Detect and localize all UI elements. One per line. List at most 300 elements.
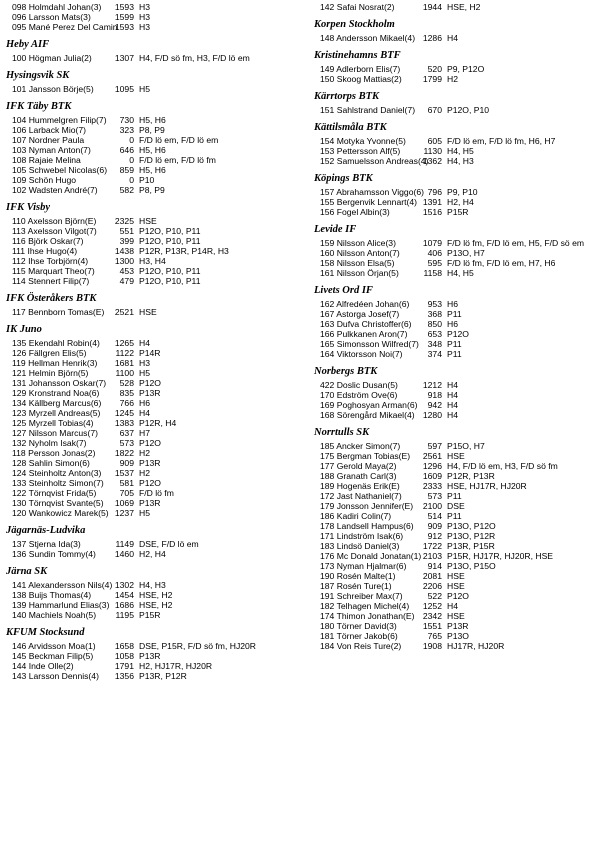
player-name: 100 Högman Julia(2) bbox=[12, 53, 92, 63]
player-row bbox=[314, 551, 614, 561]
player-row bbox=[314, 33, 614, 43]
player-name: 165 Simonsson Wilfred(7) bbox=[320, 339, 419, 349]
player-name: 148 Andersson Mikael(4) bbox=[320, 33, 416, 43]
player-points: 1212 bbox=[422, 380, 442, 390]
player-classes: P13O, H7 bbox=[447, 248, 485, 258]
player-classes: F/D lö fm bbox=[139, 488, 174, 498]
player-name: 137 Stjerna Ida(3) bbox=[12, 539, 81, 549]
player-points: 859 bbox=[119, 165, 134, 175]
player-name: 171 Lindström Isak(6) bbox=[320, 531, 404, 541]
player-name: 118 Persson Jonas(2) bbox=[12, 448, 96, 458]
player-classes: P11 bbox=[447, 309, 462, 319]
player-points: 914 bbox=[427, 561, 442, 571]
player-name: 144 Inde Olle(2) bbox=[12, 661, 74, 671]
player-name: 141 Alexandersson Nils(4) bbox=[12, 580, 113, 590]
player-name: 103 Nyman Anton(7) bbox=[12, 145, 91, 155]
player-points: 0 bbox=[129, 175, 134, 185]
player-points: 1149 bbox=[115, 539, 134, 549]
player-name: 138 Buijs Thomas(4) bbox=[12, 590, 92, 600]
player-row bbox=[6, 236, 306, 246]
player-classes: P12O bbox=[139, 438, 161, 448]
player-classes: P10 bbox=[139, 175, 155, 185]
player-classes: H7 bbox=[139, 428, 150, 438]
player-points: 2342 bbox=[422, 611, 442, 621]
player-classes: P12O bbox=[447, 329, 469, 339]
player-points: 835 bbox=[119, 388, 134, 398]
player-classes: H4, F/D lö em, H3, F/D sö fm bbox=[447, 461, 558, 471]
player-classes: HSE, H2 bbox=[139, 600, 173, 610]
player-name: 125 Myrzell Tobias(4) bbox=[12, 418, 94, 428]
player-points: 348 bbox=[427, 339, 442, 349]
player-classes: H3 bbox=[139, 2, 150, 12]
player-classes: F/D lö fm, F/D lö em, H5, F/D sö em bbox=[447, 238, 585, 248]
player-row bbox=[314, 319, 614, 329]
player-classes: P13R, P12R bbox=[139, 671, 187, 681]
player-row bbox=[6, 256, 306, 266]
player-row bbox=[314, 491, 614, 501]
player-classes: P13O, P12R bbox=[447, 531, 496, 541]
player-points: 514 bbox=[427, 511, 442, 521]
player-classes: H5, H6 bbox=[139, 115, 166, 125]
player-row bbox=[6, 145, 306, 155]
player-row bbox=[314, 441, 614, 451]
player-name: 109 Schön Hugo bbox=[12, 175, 77, 185]
player-name: 119 Hellman Henrik(3) bbox=[12, 358, 98, 368]
player-name: 166 Pulkkanen Aron(7) bbox=[320, 329, 408, 339]
player-row bbox=[6, 671, 306, 681]
player-name: 150 Skoog Mattias(2) bbox=[320, 74, 402, 84]
player-classes: HSE bbox=[139, 216, 157, 226]
player-name: 139 Hammarlund Elias(3) bbox=[12, 600, 110, 610]
player-classes: H2 bbox=[447, 74, 458, 84]
player-name: 163 Dufva Christoffer(6) bbox=[320, 319, 412, 329]
player-row bbox=[314, 258, 614, 268]
player-classes: P12O bbox=[447, 591, 469, 601]
player-classes: HSE bbox=[139, 307, 157, 317]
player-points: 1300 bbox=[114, 256, 134, 266]
player-classes: P12O bbox=[139, 378, 161, 388]
player-classes: P15R bbox=[139, 610, 161, 620]
player-name: 113 Axelsson Vilgot(7) bbox=[12, 226, 97, 236]
player-points: 2325 bbox=[114, 216, 134, 226]
player-name: 186 Kadiri Colin(7) bbox=[320, 511, 392, 521]
player-name: 170 Edström Ove(6) bbox=[320, 390, 398, 400]
player-points: 705 bbox=[119, 488, 134, 498]
player-row bbox=[6, 216, 306, 226]
player-classes: P12R, P13R bbox=[447, 471, 495, 481]
player-name: 159 Nilsson Alice(3) bbox=[320, 238, 396, 248]
player-name: 191 Schreiber Max(7) bbox=[320, 591, 403, 601]
player-row bbox=[6, 590, 306, 600]
player-row bbox=[6, 358, 306, 368]
club-heading: Levide IF bbox=[314, 224, 357, 235]
player-name: 136 Sundin Tommy(4) bbox=[12, 549, 96, 559]
player-row bbox=[314, 105, 614, 115]
player-name: 110 Axelsson Björn(E) bbox=[12, 216, 97, 226]
player-name: 180 Törner David(3) bbox=[320, 621, 397, 631]
player-classes: H2, HJ17R, HJ20R bbox=[139, 661, 213, 671]
player-row bbox=[314, 471, 614, 481]
player-classes: P12O, P10, P11 bbox=[139, 276, 201, 286]
player-row bbox=[314, 561, 614, 571]
player-row bbox=[6, 641, 306, 651]
player-name: 149 Adlerborn Elis(7) bbox=[320, 64, 401, 74]
player-classes: H4, H3 bbox=[139, 580, 166, 590]
player-classes: H3 bbox=[139, 22, 150, 32]
player-row bbox=[6, 53, 306, 63]
player-name: 108 Rajaie Melina bbox=[12, 155, 81, 165]
player-name: 168 Sörengård Mikael(4) bbox=[320, 410, 415, 420]
player-points: 597 bbox=[427, 441, 442, 451]
player-points: 953 bbox=[427, 299, 442, 309]
player-row bbox=[314, 531, 614, 541]
player-classes: HSE bbox=[447, 451, 465, 461]
player-points: 1245 bbox=[114, 408, 134, 418]
player-points: 766 bbox=[119, 398, 134, 408]
player-row bbox=[6, 266, 306, 276]
player-points: 399 bbox=[119, 236, 134, 246]
player-points: 0 bbox=[129, 155, 134, 165]
player-classes: P13R bbox=[139, 458, 161, 468]
player-classes: H5, H6 bbox=[139, 145, 166, 155]
player-points: 1100 bbox=[115, 368, 134, 378]
player-points: 1195 bbox=[115, 610, 134, 620]
player-points: 1122 bbox=[115, 348, 134, 358]
player-points: 1252 bbox=[422, 601, 442, 611]
player-row bbox=[6, 185, 306, 195]
player-classes: H6 bbox=[447, 319, 458, 329]
player-name: 176 Mc Donald Jonatan(1) bbox=[320, 551, 422, 561]
player-classes: P12R, P13R, P14R, H3 bbox=[139, 246, 229, 256]
player-points: 1286 bbox=[422, 33, 442, 43]
club-heading: Kättilsmåla BTK bbox=[314, 122, 387, 133]
player-row bbox=[6, 226, 306, 236]
player-classes: P13O, P15O bbox=[447, 561, 496, 571]
player-points: 0 bbox=[129, 135, 134, 145]
player-name: 128 Sahlin Simon(6) bbox=[12, 458, 90, 468]
club-heading: Hysingsvik SK bbox=[6, 70, 70, 81]
player-row bbox=[6, 135, 306, 145]
player-name: 156 Fogel Albin(3) bbox=[320, 207, 390, 217]
player-points: 653 bbox=[427, 329, 442, 339]
player-points: 1307 bbox=[114, 53, 134, 63]
player-row bbox=[314, 329, 614, 339]
player-row bbox=[6, 418, 306, 428]
player-points: 573 bbox=[119, 438, 134, 448]
player-name: 178 Landsell Hampus(6) bbox=[320, 521, 414, 531]
player-row bbox=[6, 246, 306, 256]
player-classes: P13R bbox=[139, 651, 161, 661]
player-name: 169 Poghosyan Arman(6) bbox=[320, 400, 418, 410]
club-heading: Jägarnäs-Ludvika bbox=[6, 525, 86, 536]
player-name: 102 Wadsten André(7) bbox=[12, 185, 98, 195]
player-points: 1130 bbox=[423, 146, 442, 156]
player-row bbox=[6, 22, 306, 32]
player-points: 605 bbox=[427, 136, 442, 146]
player-points: 1383 bbox=[114, 418, 134, 428]
player-classes: P13R bbox=[447, 621, 469, 631]
player-name: 184 Von Reis Ture(2) bbox=[320, 641, 402, 651]
player-name: 135 Ekendahl Robin(4) bbox=[12, 338, 100, 348]
player-name: 096 Larsson Mats(3) bbox=[12, 12, 91, 22]
player-classes: H5 bbox=[139, 84, 150, 94]
player-row bbox=[314, 339, 614, 349]
player-row bbox=[6, 408, 306, 418]
player-points: 1681 bbox=[114, 358, 134, 368]
club-heading: IFK Täby BTK bbox=[6, 101, 72, 112]
player-name: 145 Beckman Filip(5) bbox=[12, 651, 94, 661]
player-points: 1593 bbox=[114, 2, 134, 12]
player-name: 115 Marquart Theo(7) bbox=[12, 266, 95, 276]
player-row bbox=[6, 651, 306, 661]
player-name: 179 Jonsson Jennifer(E) bbox=[320, 501, 414, 511]
club-heading: Livets Ord IF bbox=[314, 285, 373, 296]
player-points: 1537 bbox=[114, 468, 134, 478]
player-classes: P8, P9 bbox=[139, 185, 165, 195]
player-classes: P14R bbox=[139, 348, 161, 358]
club-heading: KFUM Stocksund bbox=[6, 627, 85, 638]
player-row bbox=[314, 64, 614, 74]
player-row bbox=[314, 511, 614, 521]
player-points: 453 bbox=[119, 266, 134, 276]
player-name: 175 Bergman Tobias(E) bbox=[320, 451, 411, 461]
player-points: 909 bbox=[427, 521, 442, 531]
player-name: 126 Fällgren Elis(5) bbox=[12, 348, 87, 358]
player-row bbox=[314, 481, 614, 491]
player-classes: DSE bbox=[447, 501, 465, 511]
player-points: 918 bbox=[427, 390, 442, 400]
player-classes: H4, H3 bbox=[447, 156, 474, 166]
player-classes: H4, H5 bbox=[447, 146, 474, 156]
player-row bbox=[314, 74, 614, 84]
player-row bbox=[314, 591, 614, 601]
player-points: 796 bbox=[427, 187, 442, 197]
player-row bbox=[314, 501, 614, 511]
player-points: 1686 bbox=[114, 600, 134, 610]
player-classes: P12O, P10 bbox=[447, 105, 490, 115]
player-row bbox=[314, 621, 614, 631]
player-classes: DSE, F/D lö em bbox=[139, 539, 199, 549]
player-name: 120 Wankowicz Marek(5) bbox=[12, 508, 109, 518]
player-row bbox=[6, 84, 306, 94]
player-row bbox=[314, 299, 614, 309]
player-row bbox=[314, 461, 614, 471]
player-classes: H2, H4 bbox=[139, 549, 166, 559]
player-row bbox=[6, 468, 306, 478]
player-row bbox=[6, 125, 306, 135]
player-points: 1362 bbox=[422, 156, 442, 166]
player-row bbox=[6, 610, 306, 620]
player-points: 551 bbox=[119, 226, 134, 236]
player-row bbox=[6, 307, 306, 317]
player-classes: H3, H4 bbox=[139, 256, 166, 266]
column-left bbox=[6, 2, 306, 681]
player-row bbox=[314, 136, 614, 146]
player-points: 1237 bbox=[114, 508, 134, 518]
player-points: 1069 bbox=[114, 498, 134, 508]
player-name: 153 Pettersson Alf(5) bbox=[320, 146, 401, 156]
player-classes: P13O, P12O bbox=[447, 521, 496, 531]
player-points: 2081 bbox=[422, 571, 442, 581]
player-name: 121 Helmin Björn(5) bbox=[12, 368, 89, 378]
player-points: 1058 bbox=[114, 651, 134, 661]
player-classes: P15O, H7 bbox=[447, 441, 485, 451]
player-row bbox=[314, 309, 614, 319]
player-points: 2100 bbox=[422, 501, 442, 511]
player-row bbox=[6, 398, 306, 408]
player-points: 1722 bbox=[422, 541, 442, 551]
player-classes: H2 bbox=[139, 468, 150, 478]
player-name: 105 Schwebel Nicolas(6) bbox=[12, 165, 108, 175]
player-classes: H6 bbox=[139, 398, 150, 408]
player-row bbox=[314, 268, 614, 278]
player-classes: H3 bbox=[139, 358, 150, 368]
player-points: 2561 bbox=[422, 451, 442, 461]
club-heading: Norbergs BTK bbox=[314, 366, 378, 377]
player-classes: HSE bbox=[447, 571, 465, 581]
player-points: 1599 bbox=[114, 12, 134, 22]
player-classes: P12R, H4 bbox=[139, 418, 177, 428]
player-classes: P15R bbox=[447, 207, 469, 217]
player-classes: H4 bbox=[447, 33, 458, 43]
player-classes: F/D lö em, F/D lö em bbox=[139, 135, 219, 145]
player-name: 101 Jansson Börje(5) bbox=[12, 84, 94, 94]
player-row bbox=[6, 12, 306, 22]
player-name: 187 Rosén Ture(1) bbox=[320, 581, 392, 591]
player-name: 107 Nordner Paula bbox=[12, 135, 85, 145]
player-row bbox=[314, 390, 614, 400]
player-row bbox=[6, 661, 306, 671]
player-points: 765 bbox=[427, 631, 442, 641]
player-points: 406 bbox=[427, 248, 442, 258]
player-name: 132 Nyholm Isak(7) bbox=[12, 438, 87, 448]
player-points: 323 bbox=[119, 125, 134, 135]
player-row bbox=[314, 238, 614, 248]
club-heading: Köpings BTK bbox=[314, 173, 373, 184]
player-classes: H2 bbox=[139, 448, 150, 458]
player-points: 1944 bbox=[422, 2, 442, 12]
player-name: 117 Bennborn Tomas(E) bbox=[12, 307, 105, 317]
player-name: 112 Ihse Torbjörn(4) bbox=[12, 256, 89, 266]
player-points: 637 bbox=[119, 428, 134, 438]
player-name: 123 Myrzell Andreas(5) bbox=[12, 408, 101, 418]
player-classes: P12O, P10, P11 bbox=[139, 226, 201, 236]
player-name: 183 Lindsö Daniel(3) bbox=[320, 541, 400, 551]
player-name: 182 Telhagen Michel(4) bbox=[320, 601, 410, 611]
player-row bbox=[314, 451, 614, 461]
player-points: 1799 bbox=[422, 74, 442, 84]
player-classes: H4 bbox=[447, 380, 458, 390]
player-classes: HSE bbox=[447, 581, 465, 591]
player-points: 522 bbox=[427, 591, 442, 601]
player-classes: H4 bbox=[447, 410, 458, 420]
player-name: 134 Källberg Marcus(6) bbox=[12, 398, 102, 408]
player-classes: P11 bbox=[447, 491, 462, 501]
player-name: 152 Samuelsson Andreas(4) bbox=[320, 156, 429, 166]
player-name: 095 Mané Perez Del Camin bbox=[12, 22, 118, 32]
player-classes: P8, P9 bbox=[139, 125, 165, 135]
player-points: 2521 bbox=[114, 307, 134, 317]
player-points: 1356 bbox=[114, 671, 134, 681]
player-row bbox=[6, 448, 306, 458]
player-row bbox=[6, 508, 306, 518]
player-name: 174 Thimon Jonathan(E) bbox=[320, 611, 415, 621]
player-classes: H4, F/D sö fm, H3, F/D lö em bbox=[139, 53, 250, 63]
player-name: 189 Hogenäs Erik(E) bbox=[320, 481, 400, 491]
player-classes: H4, H5 bbox=[447, 268, 474, 278]
player-row bbox=[6, 600, 306, 610]
player-classes: P11 bbox=[447, 511, 462, 521]
player-classes: HSE, H2 bbox=[447, 2, 481, 12]
player-row bbox=[314, 541, 614, 551]
player-points: 1822 bbox=[114, 448, 134, 458]
player-row bbox=[6, 155, 306, 165]
player-classes: P13R, P15R bbox=[447, 541, 495, 551]
player-points: 912 bbox=[427, 531, 442, 541]
player-row bbox=[6, 458, 306, 468]
player-classes: HJ17R, HJ20R bbox=[447, 641, 505, 651]
player-name: 127 Nilsson Marcus(7) bbox=[12, 428, 98, 438]
player-points: 1593 bbox=[114, 22, 134, 32]
player-row bbox=[6, 539, 306, 549]
player-classes: H6 bbox=[447, 299, 458, 309]
player-name: 190 Rosén Malte(1) bbox=[320, 571, 396, 581]
club-heading: Kärrtorps BTK bbox=[314, 91, 380, 102]
player-name: 124 Steinholtz Anton(3) bbox=[12, 468, 102, 478]
player-name: 130 Törnqvist Svante(5) bbox=[12, 498, 104, 508]
player-points: 909 bbox=[119, 458, 134, 468]
player-points: 850 bbox=[427, 319, 442, 329]
player-name: 098 Holmdahl Johan(3) bbox=[12, 2, 102, 12]
player-classes: DSE, P15R, F/D sö fm, HJ20R bbox=[139, 641, 257, 651]
player-points: 2333 bbox=[422, 481, 442, 491]
player-row bbox=[6, 2, 306, 12]
player-points: 2206 bbox=[422, 581, 442, 591]
player-name: 155 Bergenvik Lennart(4) bbox=[320, 197, 417, 207]
player-name: 143 Larsson Dennis(4) bbox=[12, 671, 99, 681]
player-classes: F/D lö em, F/D lö fm, H6, H7 bbox=[447, 136, 556, 146]
player-name: 151 Sahlstrand Daniel(7) bbox=[320, 105, 416, 115]
player-classes: HSE, H2 bbox=[139, 590, 173, 600]
player-row bbox=[314, 146, 614, 156]
player-points: 520 bbox=[427, 64, 442, 74]
player-row bbox=[6, 348, 306, 358]
player-name: 181 Törner Jakob(6) bbox=[320, 631, 398, 641]
column-right bbox=[314, 2, 614, 651]
player-row bbox=[314, 2, 614, 12]
player-points: 1658 bbox=[114, 641, 134, 651]
player-name: 140 Machiels Noah(5) bbox=[12, 610, 97, 620]
player-name: 131 Johansson Oskar(7) bbox=[12, 378, 107, 388]
player-name: 158 Nilsson Elsa(5) bbox=[320, 258, 395, 268]
player-name: 162 Alfredéen Johan(6) bbox=[320, 299, 410, 309]
player-name: 142 Safai Nosrat(2) bbox=[320, 2, 395, 12]
player-classes: P11 bbox=[447, 349, 462, 359]
player-name: 114 Stennert Filip(7) bbox=[12, 276, 90, 286]
player-classes: H5, H6 bbox=[139, 165, 166, 175]
club-heading: Heby AIF bbox=[6, 39, 50, 50]
player-row bbox=[6, 438, 306, 448]
player-points: 1391 bbox=[422, 197, 442, 207]
player-points: 1079 bbox=[422, 238, 442, 248]
player-classes: H4 bbox=[447, 400, 458, 410]
player-row bbox=[314, 207, 614, 217]
player-points: 1460 bbox=[114, 549, 134, 559]
player-name: 154 Motyka Yvonne(5) bbox=[320, 136, 406, 146]
player-name: 146 Arvidsson Moa(1) bbox=[12, 641, 96, 651]
player-points: 646 bbox=[119, 145, 134, 155]
player-row bbox=[6, 498, 306, 508]
